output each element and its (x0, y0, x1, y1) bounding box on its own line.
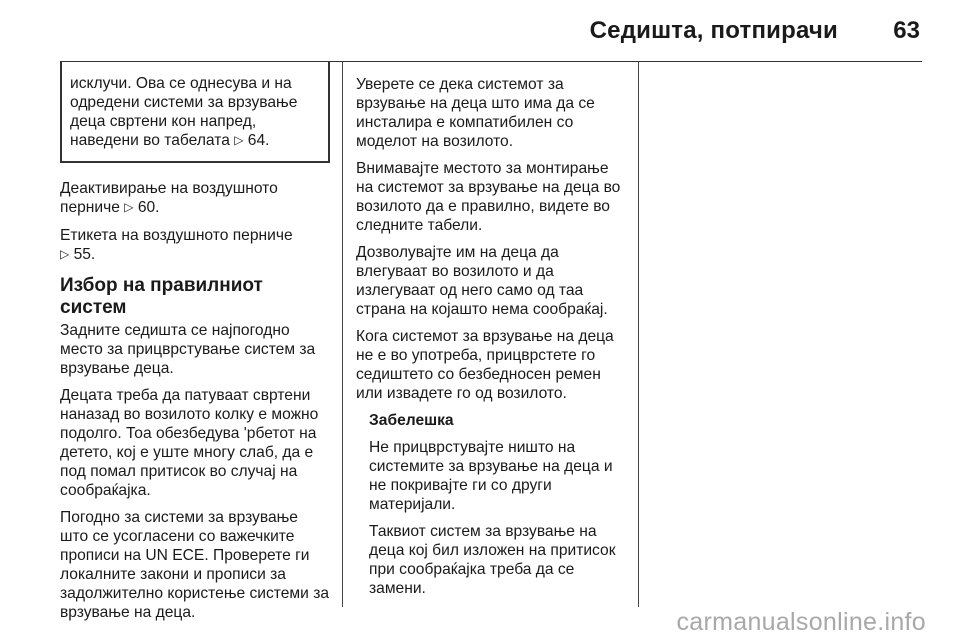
section-heading: Избор на правилниот систем (60, 275, 263, 318)
watermark: carmanualsonline.info (676, 608, 926, 636)
note-paragraph: Таквиот систем за врзување на деца кој бил изложен на притисок при сообраќајка треба да се замени. (369, 523, 616, 597)
page-title: Седишта, потпирачи (589, 17, 838, 44)
note-block (356, 411, 626, 598)
page-number: 63 (893, 17, 920, 44)
page-ref-link[interactable]: 55. (73, 246, 96, 263)
page-ref-icon: ▷ (234, 133, 244, 147)
page-ref-icon: ▷ (60, 247, 70, 261)
page-ref-link[interactable]: 60. (137, 199, 160, 216)
paragraph: Задните седишта се најпогодно место за прицврстување систем за врзување деца. (60, 322, 316, 377)
paragraph: Погодно за системи за врзување што се усогласени со важечките прописи на UN ECE. Проверете ги локалните закони и прописи за задолжително користење системи за врзување на деца. (60, 509, 330, 621)
paragraph: Кога системот за врзување на деца не е во употреба, прицврстете го седиштето со безбедносен ремен или извадете го од возилото. (356, 328, 614, 402)
column-divider-right (638, 62, 639, 607)
paragraph: Дозволувајте им на деца да влегуваат во возилото и да излегуваат од него само од таа страна на којашто нема сообраќај. (356, 244, 608, 318)
left-column (60, 62, 330, 630)
page-header (0, 0, 960, 62)
page-ref-icon: ▷ (124, 200, 134, 214)
paragraph: Децата треба да патуваат свртени наназад во возилото колку е можно подолго. Тоа обезбедува 'рбетот на детето, кој е уште многу слаб, да е под помал притисок во случај на сообраќајка. (60, 387, 319, 499)
airbag-label-ref: Етикета на воздушното перниче ▷ 55. (60, 227, 293, 263)
paragraph: Уверете се дека системот за врзување на деца што има да се инсталира е компатибилен со моделот на возилото. (356, 76, 595, 150)
note-paragraph: Не прицврстувајте ништо на системите за врзување на деца и не покривајте ги со други материјали. (369, 439, 613, 513)
note-title: Забелешка (369, 412, 454, 429)
column-divider-left (342, 62, 343, 607)
middle-column (356, 75, 626, 606)
notice-box (60, 62, 330, 163)
page-ref-link[interactable]: 64. (247, 132, 270, 149)
airbag-deactivation-ref: Деактивирање на воздушното перниче ▷ 60. (60, 180, 278, 216)
notice-text: исклучи. Ова се однесува и на одредени системи за врзување деца свртени кон напред, наведени во табелата ▷ 64. (70, 75, 298, 149)
paragraph: Внимавајте местото за монтирање на системот за врзување на деца во возилото да е правилно, видете во следните табели. (356, 160, 621, 234)
